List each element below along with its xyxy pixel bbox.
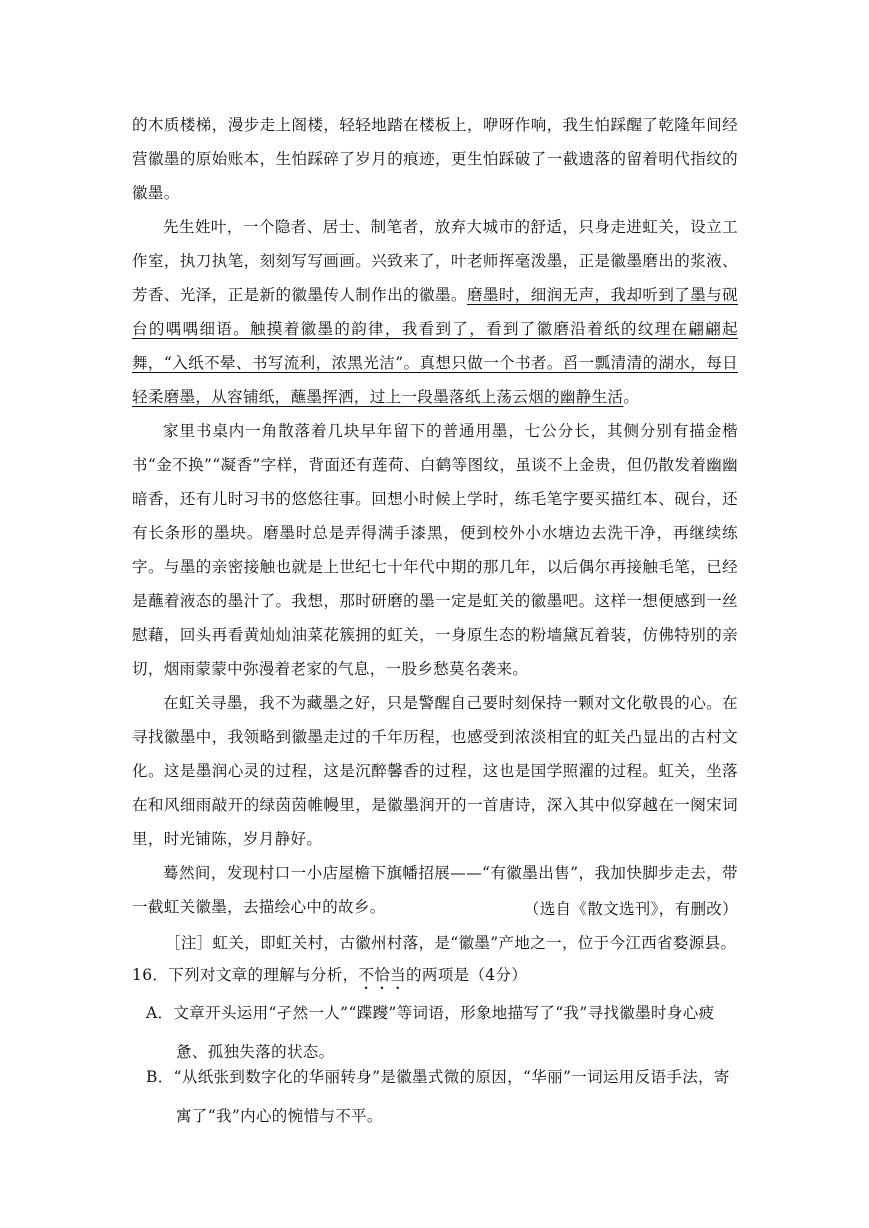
paragraph-2-underlined: 磨墨时，细润无声，我却听到了墨与砚台的喁喁细语。触摸着徽墨的韵律，我看到了，看到了徽磨沿着纸的纹理在翩翩起舞，“入纸不晕、书写流利，浓黑光洁”。真想只做一个书者。舀一瓢清清的湖水，每日轻柔磨墨，从容铺纸，蘸墨挥洒，过上一段墨落纸上荡云烟的幽静生活 <box>132 286 738 406</box>
paragraph-3: 家里书桌内一角散落着几块早年留下的普通用墨，七公分长，其侧分别有描金楷书“金不换”“凝香”字样，背面还有莲荷、白鹤等图纹，虽谈不上金贵，但仍散发着幽幽暗香，还有儿时习书的悠悠往事。回想小时候上学时，练毛笔字要买描红本、砚台，还有长条形的墨块。磨墨时总是弄得满手漆黑，便到校外小水塘边去洗干净，再继续练字。与墨的亲密接触也就是上世纪七十年代中期的那几年，以后偶尔再接触毛笔，已经是蘸着液态的墨汁了。我想，那时研磨的墨一定是虹关的徽墨吧。这样一想便感到一丝慰藉，回头再看黄灿灿油菜花簇拥的虹关，一身原生态的粉墙黛瓦着装，仿佛特别的亲切，烟雨蒙蒙中弥漫着老家的气息，一股乡愁莫名袭来。 <box>132 422 738 678</box>
paragraph-1: 的木质楼梯，漫步走上阁楼，轻轻地踏在楼板上，咿呀作响，我生怕踩醒了乾隆年间经营徽墨的原始账本，生怕踩碎了岁月的痕迹，更生怕踩破了一截遗落的留着明代指纹的徽墨。 <box>132 116 738 202</box>
option-b <box>146 1058 738 1136</box>
question-emphasis: 不恰当 <box>358 966 407 984</box>
source-citation: （选自《散文选刊》，有删改） <box>523 900 738 918</box>
paragraph-2-plain: 先生姓叶，一个隐者、居士、制笔者，放弃大城市的舒适，只身走进虹关，设立工作室，执刀执笔，刻刻写写画画。兴致来了，叶老师挥毫泼墨，正是徽墨磨出的浆液、芳香、光泽，正是新的徽墨传人制作出的徽墨。 <box>132 218 738 304</box>
article-body <box>132 108 738 924</box>
question-suffix: 的两项是（4分） <box>406 966 528 984</box>
option-b-line1: B．“从纸张到数字化的华丽转身”是徽墨式微的原因，“华丽”一词运用反语手法，寄 <box>146 1068 730 1086</box>
option-a-line2: 惫、孤独失落的状态。 <box>176 1043 335 1061</box>
paragraph-2-period: 。 <box>623 388 640 406</box>
question-16-stem <box>132 958 527 993</box>
paragraph-5: 蓦然间，发现村口一小店屋檐下旗幡招展——“有徽墨出售”，我加快脚步走去，带一截虹关徽墨，去描绘心中的故乡。 <box>132 864 738 916</box>
question-prefix: 16．下列对文章的理解与分析， <box>132 966 359 984</box>
footnote: ［注］虹关，即虹关村，古徽州村落，是“徽墨”产地之一，位于今江西省婺源县。 <box>165 934 737 952</box>
paragraph-4: 在虹关寻墨，我不为藏墨之好，只是警醒自己要时刻保持一颗对文化敬畏的心。在寻找徽墨中，我领略到徽墨走过的千年历程，也感受到浓淡相宜的虹关凸显出的古村文化。这是墨润心灵的过程，这是沉醉馨香的过程，这也是国学照濯的过程。虹关，坐落在和风细雨敲开的绿茵茵帷幔里，是徽墨润开的一首唐诗，深入其中似穿越在一阕宋词里，时光铺陈，岁月静好。 <box>132 694 738 848</box>
paragraph-2 <box>132 210 738 414</box>
option-b-line2: 寓了“我”内心的惋惜与不平。 <box>176 1107 383 1125</box>
option-a-line1: A．文章开头运用“孑然一人”“蹀躞”等词语，形象地描写了“我”寻找徽墨时身心疲 <box>146 1004 715 1022</box>
